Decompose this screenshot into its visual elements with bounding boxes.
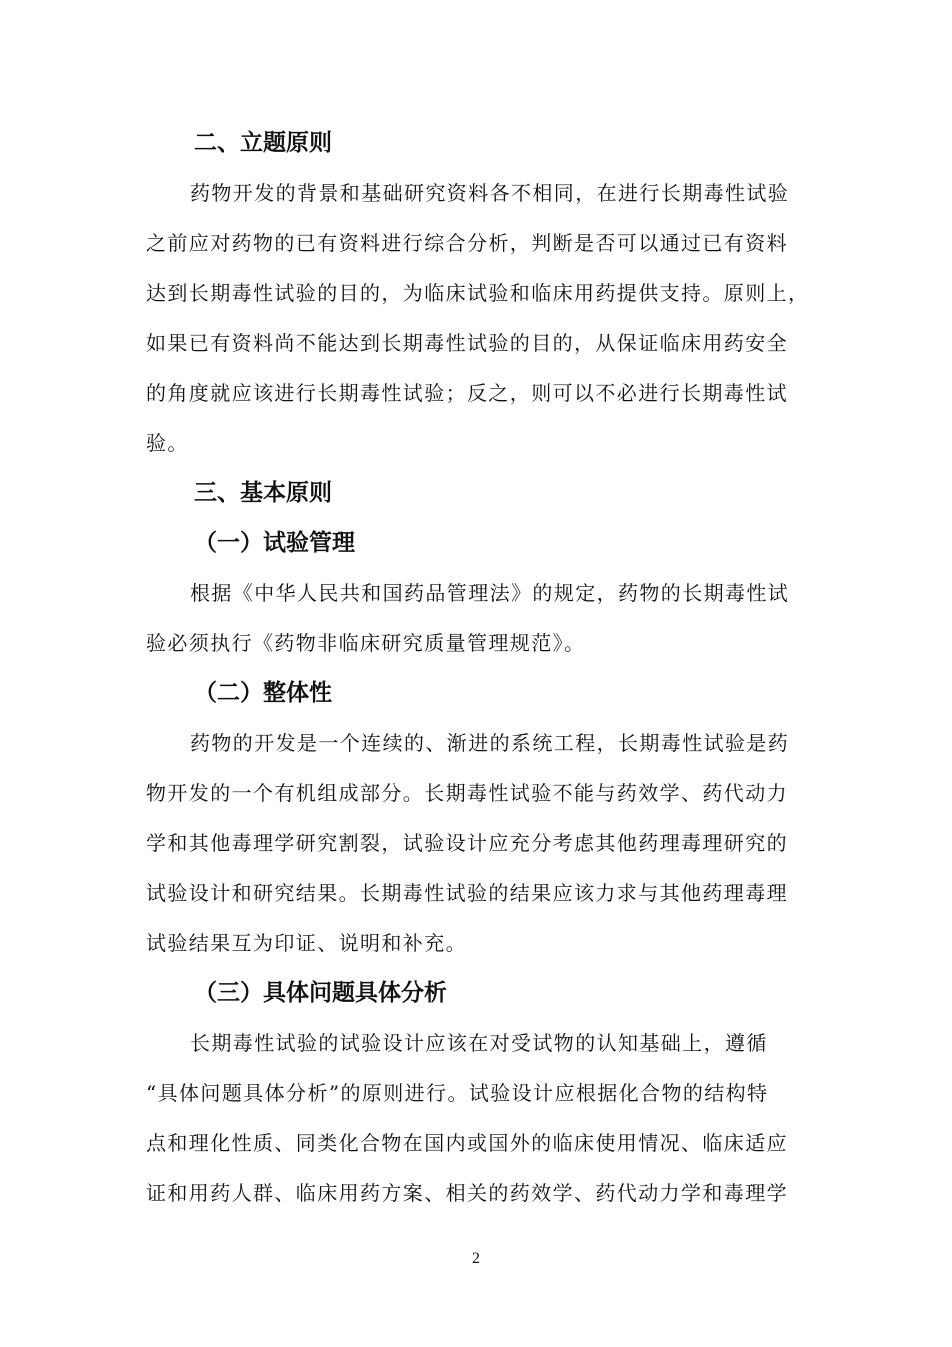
subsection-heading: （一）试验管理 (194, 530, 355, 556)
paragraph-line: 之前应对药物的已有资料进行综合分析，判断是否可以通过已有资料 (146, 231, 788, 255)
paragraph (146, 168, 810, 468)
section-lixiang-yuanze (146, 118, 810, 468)
paragraph-line: 药物开发的背景和基础研究资料各不相同，在进行长期毒性试验 (190, 181, 790, 205)
paragraph-line: “具体问题具体分析”的原则进行。试验设计应根据化合物的结构特 (146, 1081, 769, 1105)
subsection-zhengtixing (146, 668, 810, 968)
paragraph (146, 718, 810, 968)
subsection-heading: （二）整体性 (194, 680, 332, 706)
paragraph-line: 验。 (146, 431, 189, 455)
paragraph-line: 达到长期毒性试验的目的，为临床试验和临床用药提供支持。原则上， (146, 281, 810, 305)
paragraph-line: 如果已有资料尚不能达到长期毒性试验的目的，从保证临床用药安全 (146, 331, 788, 355)
paragraph (146, 568, 810, 668)
paragraph-line: 学和其他毒理学研究割裂，试验设计应充分考虑其他药理毒理研究的 (146, 831, 788, 855)
paragraph (146, 1018, 810, 1218)
page-number: 2 (472, 1250, 480, 1267)
paragraph-line: 长期毒性试验的试验设计应该在对受试物的认知基础上，遵循 (190, 1031, 768, 1055)
paragraph-line: 试验结果互为印证、说明和补充。 (146, 931, 467, 955)
paragraph-line: 点和理化性质、同类化合物在国内或国外的临床使用情况、临床适应 (146, 1131, 788, 1155)
section-jiben-yuanze (146, 468, 810, 518)
subsection-heading: （三）具体问题具体分析 (194, 980, 447, 1006)
subsection-shiyan-guanli (146, 518, 810, 668)
section-heading: 二、立题原则 (194, 130, 332, 156)
paragraph-line: 证和用药人群、临床用药方案、相关的药效学、药代动力学和毒理学 (146, 1181, 788, 1205)
document-body (146, 118, 810, 1218)
paragraph-line: 的角度就应该进行长期毒性试验；反之，则可以不必进行长期毒性试 (146, 381, 788, 405)
subsection-juti-wenti (146, 968, 810, 1218)
section-heading: 三、基本原则 (194, 480, 332, 506)
paragraph-line: 物开发的一个有机组成部分。长期毒性试验不能与药效学、药代动力 (146, 781, 788, 805)
paragraph-line: 根据《中华人民共和国药品管理法》的规定，药物的长期毒性试 (190, 581, 790, 605)
paragraph-line: 药物的开发是一个连续的、渐进的系统工程，长期毒性试验是药 (190, 731, 790, 755)
paragraph-line: 验必须执行《药物非临床研究质量管理规范》。 (146, 631, 586, 655)
paragraph-line: 试验设计和研究结果。长期毒性试验的结果应该力求与其他药理毒理 (146, 881, 788, 905)
